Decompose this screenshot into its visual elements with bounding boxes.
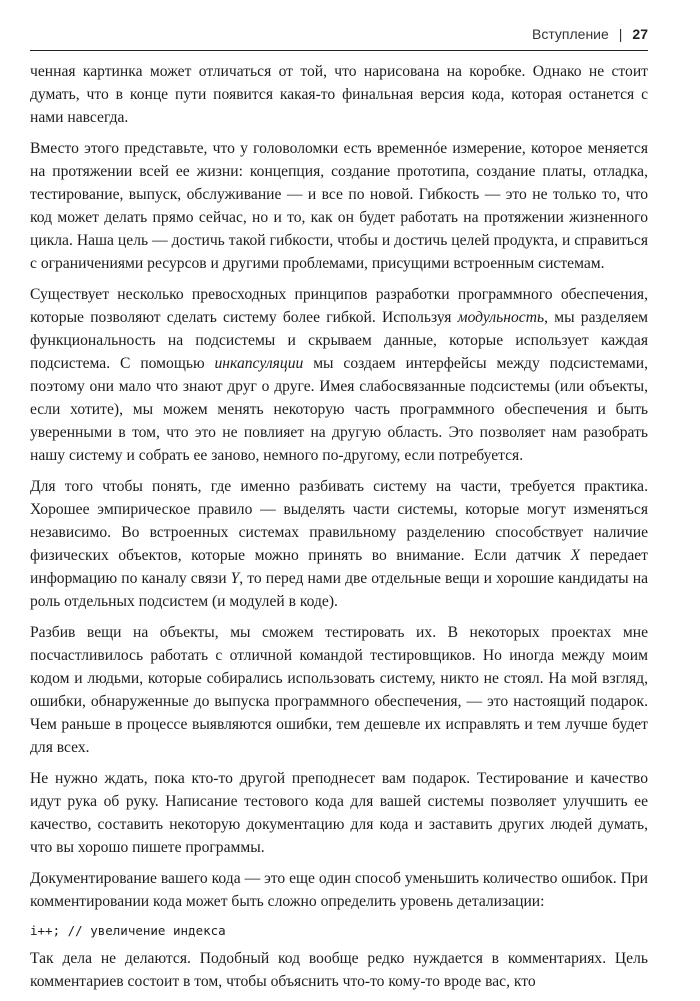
code-snippet: i++; // увеличение индекса [30, 923, 226, 938]
term-encapsulation: инкапсуляции [214, 355, 304, 372]
paragraph-6: Не нужно ждать, пока кто-то другой преподнесет вам подарок. Тестирование и качество идут рука об руку. Написание тестового кода для вашей системы позволяет улучшить ее качество, составить некоторую документацию для кода и заставить других людей думать, что вы хорошо пишете программы. [30, 770, 648, 856]
paragraph-3-text-1: Существует несколько превосходных принципов разработки программного обеспечения, которые позволяют сделать систему более гибкой. Используя [30, 286, 648, 326]
paragraph-7: Документирование вашего кода — это еще один способ уменьшить количество ошибок. При комментировании кода может быть сложно определить уровень детализации: [30, 870, 648, 910]
paragraph-4-text-3: , то перед нами две отдельные вещи и хорошие кандидаты на роль отдельных подсистем (и модулей в коде). [30, 570, 648, 610]
paragraph-4 [30, 475, 648, 613]
paragraph-3-text-3: мы создаем интерфейсы между подсистемами, поэтому они мало что знают друг о друге. Имея слабосвязанные подсистемы (или объекты, если хотите), мы можем менять некоторую часть программного обеспечения и быть уверенными в том, что это не повлияет на другую область. Это позволяет нам разобрать нашу систему и собрать ее заново, немного по-другому, если потребуется. [30, 355, 648, 464]
header-rule [30, 50, 648, 51]
chapter-title: Вступление [532, 26, 609, 42]
header-separator: | [618, 26, 623, 42]
paragraph-3 [30, 283, 648, 467]
term-modularity: модульность [457, 309, 545, 326]
page-number: 27 [632, 26, 648, 42]
running-header [0, 26, 648, 42]
paragraph-3-text-2: , мы разделяем функциональность на подсистемы и скрываем данные, которые использует каждая подсистема. С помощью [30, 309, 648, 372]
paragraph-1: ченная картинка может отличаться от той, что нарисована на коробке. Однако не стоит думать, что в конце пути появится какая-то финальная версия кода, которая останется с нами навсегда. [30, 63, 648, 126]
paragraph-4-text-1: Для того чтобы понять, где именно разбивать систему на части, требуется практика. Хорошее эмпирическое правило — выделять части системы, которые могут изменяться независимо. Во встроенных системах правильному разделению способствует наличие физических объектов, которые можно принять во внимание. Если датчик [30, 478, 648, 564]
paragraph-8: Так дела не делаются. Подобный код вообще редко нуждается в комментариях. Цель комментариев состоит в том, чтобы объяснить что-то кому-то вроде вас, кто [30, 950, 648, 990]
page-body [30, 60, 648, 1001]
channel-y: Y [230, 570, 240, 587]
sensor-x: X [570, 547, 581, 564]
paragraph-5: Разбив вещи на объекты, мы сможем тестировать их. В некоторых проектах мне посчастливилось работать с отличной командой тестировщиков. Но иногда между моим кодом и людьми, которые собирались использовать систему, никто не стоял. На мой взгляд, ошибки, обнаруженные до выпуска программного обеспечения, — это настоящий подарок. Чем раньше в процессе выявляются ошибки, тем дешевле их исправлять и тем лучше будет для всех. [30, 624, 648, 756]
paragraph-2: Вместо этого представьте, что у головоломки есть временнóе измерение, которое меняется на протяжении всей ее жизни: концепция, создание прототипа, создание платы, отладка, тестирование, выпуск, обслуживание — и все по новой. Гибкость — это не только то, что код может делать прямо сейчас, но и то, как он будет работать на протяжении жизненного цикла. Наша цель — достичь такой гибкости, чтобы и достичь целей продукта, и справиться с ограничениями ресурсов и другими проблемами, присущими встроенным системам. [30, 140, 648, 272]
paragraph-4-text-2: передает информацию по каналу связи [30, 547, 648, 587]
